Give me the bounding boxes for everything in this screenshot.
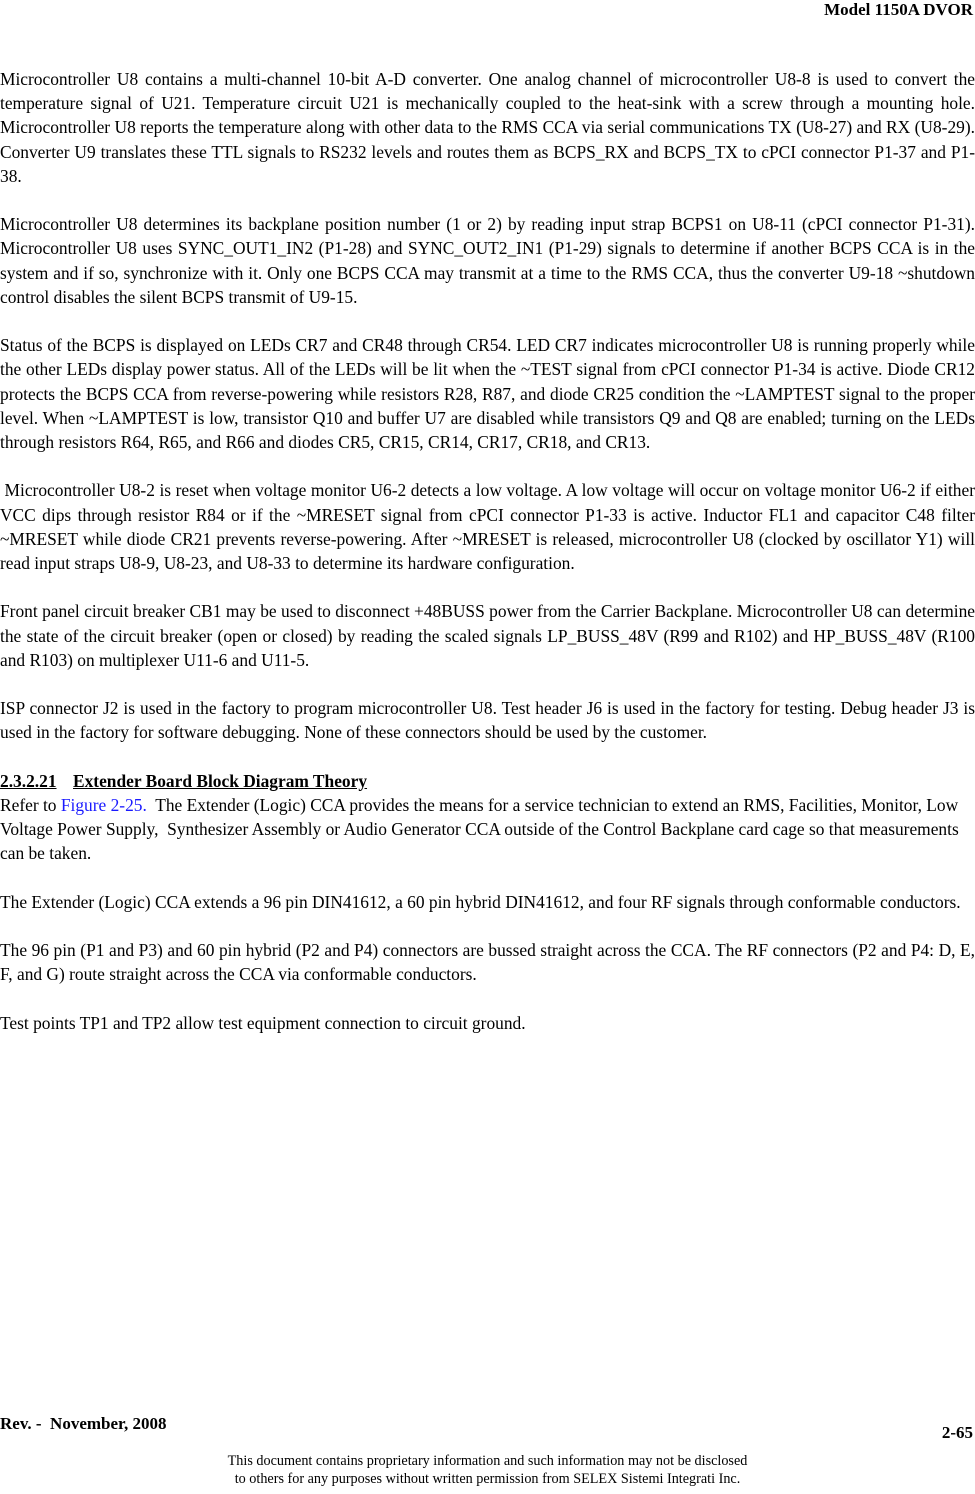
- notice-line-1: This document contains proprietary information and such information may not be disclosed: [227, 1453, 748, 1469]
- section-intro-paragraph: [0, 793, 975, 866]
- section-number: 2.3.2.21: [0, 770, 57, 791]
- footer-proprietary-notice: [0, 1452, 975, 1488]
- paragraph-led-status: Status of the BCPS is displayed on LEDs CR7 and CR48 through CR54. LED CR7 indicates microcontroller U8 is running properly while the other LEDs display power status. All of the LEDs will be lit when the ~TEST signal from cPCI connector P1-34 is active. Diode CR12 protects the BCPS CCA from reverse-powering while resistors R28, R87, and diode CR25 condition the ~LAMPTEST signal to the proper level. When ~LAMPTEST is low, transistor Q10 and buffer U7 are disabled while transistors Q9 and Q8 are enabled; turning on the LEDs through resistors R64, R65, and R66 and diodes CR5, CR15, CR14, CR17, CR18, and CR13.: [0, 335, 975, 453]
- footer-revision: Rev. - November, 2008: [0, 1414, 167, 1433]
- paragraph-extender-connectors: The 96 pin (P1 and P3) and 60 pin hybrid (P2 and P4) connectors are bussed straight across the CCA. The RF connectors (P2 and P4: D, E, F, and G) route straight across the CCA via conformable conductors.: [0, 940, 975, 985]
- paragraph-reset-monitor: Microcontroller U8-2 is reset when voltage monitor U6-2 detects a low voltage. A low voltage will occur on voltage monitor U6-2 if either VCC dips through resistor R84 or if the ~MRESET signal from cPCI connector P1-33 is active. Inductor FL1 and capacitor C48 filter ~MRESET while diode CR21 prevents reverse-powering. After ~MRESET is released, microcontroller U8 (clocked by oscillator Y1) will read input straps U8-9, U8-23, and U8-33 to determine its hardware configuration.: [0, 480, 975, 574]
- paragraph-temperature-conversion: Microcontroller U8 contains a multi-channel 10-bit A-D converter. One analog channel of microcontroller U8-8 is used to convert the temperature signal of U21. Temperature circuit U21 is mechanically coupled to the heat-sink with a screw through a mounting hole. Microcontroller U8 reports the temperature along with other data to the RMS CCA via serial communications TX (U8-27) and RX (U8-29). Converter U9 translates these TTL signals to RS232 levels and routes them as BCPS_RX and BCPS_TX to cPCI connector P1-37 and P1-38.: [0, 69, 975, 186]
- section-heading: [0, 769, 975, 793]
- document-body: [0, 67, 975, 1059]
- paragraph-connectors: ISP connector J2 is used in the factory to program microcontroller U8. Test header J6 is used in the factory for testing. Debug header J3 is used in the factory for software debugging. None of these connectors should be used by the customer.: [0, 698, 975, 743]
- section-intro-text: The Extender (Logic) CCA provides the means for a service technician to extend an RMS, Facilities, Monitor, Low Voltage Power Supply, Synthesizer Assembly or Audio Generator CCA outside of the Control Backplane card cage so that measurements can be taken.: [0, 795, 959, 864]
- section-intro-prefix: Refer to: [0, 795, 61, 815]
- paragraph-extender-signals: The Extender (Logic) CCA extends a 96 pin DIN41612, a 60 pin hybrid DIN41612, and four RF signals through conformable conductors.: [0, 891, 961, 912]
- notice-line-2: to others for any purposes without written permission from SELEX Sistemi Integrati Inc.: [234, 1471, 741, 1487]
- document-header-title: Model 1150A DVOR: [824, 0, 973, 19]
- footer-page-number: 2-65: [941, 1423, 973, 1442]
- paragraph-test-points: Test points TP1 and TP2 allow test equipment connection to circuit ground.: [0, 1012, 526, 1033]
- paragraph-circuit-breaker: Front panel circuit breaker CB1 may be used to disconnect +48BUSS power from the Carrier Backplane. Microcontroller U8 can determine the state of the circuit breaker (open or closed) by reading the scaled signals LP_BUSS_48V (R99 and R102) and HP_BUSS_48V (R100 and R103) on multiplexer U11-6 and U11-5.: [0, 601, 975, 670]
- figure-reference-link[interactable]: Figure 2-25.: [60, 795, 147, 815]
- section-title: Extender Board Block Diagram Theory: [73, 770, 368, 791]
- paragraph-backplane-position: Microcontroller U8 determines its backplane position number (1 or 2) by reading input strap BCPS1 on U8-11 (cPCI connector P1-31). Microcontroller U8 uses SYNC_OUT1_IN2 (P1-28) and SYNC_OUT2_IN1 (P1-29) signals to determine if another BCPS CCA is in the system and if so, synchronize with it. Only one BCPS CCA may transmit at a time to the RMS CCA, thus the converter U9-18 ~shutdown control disables the silent BCPS transmit of U9-15.: [0, 214, 975, 307]
